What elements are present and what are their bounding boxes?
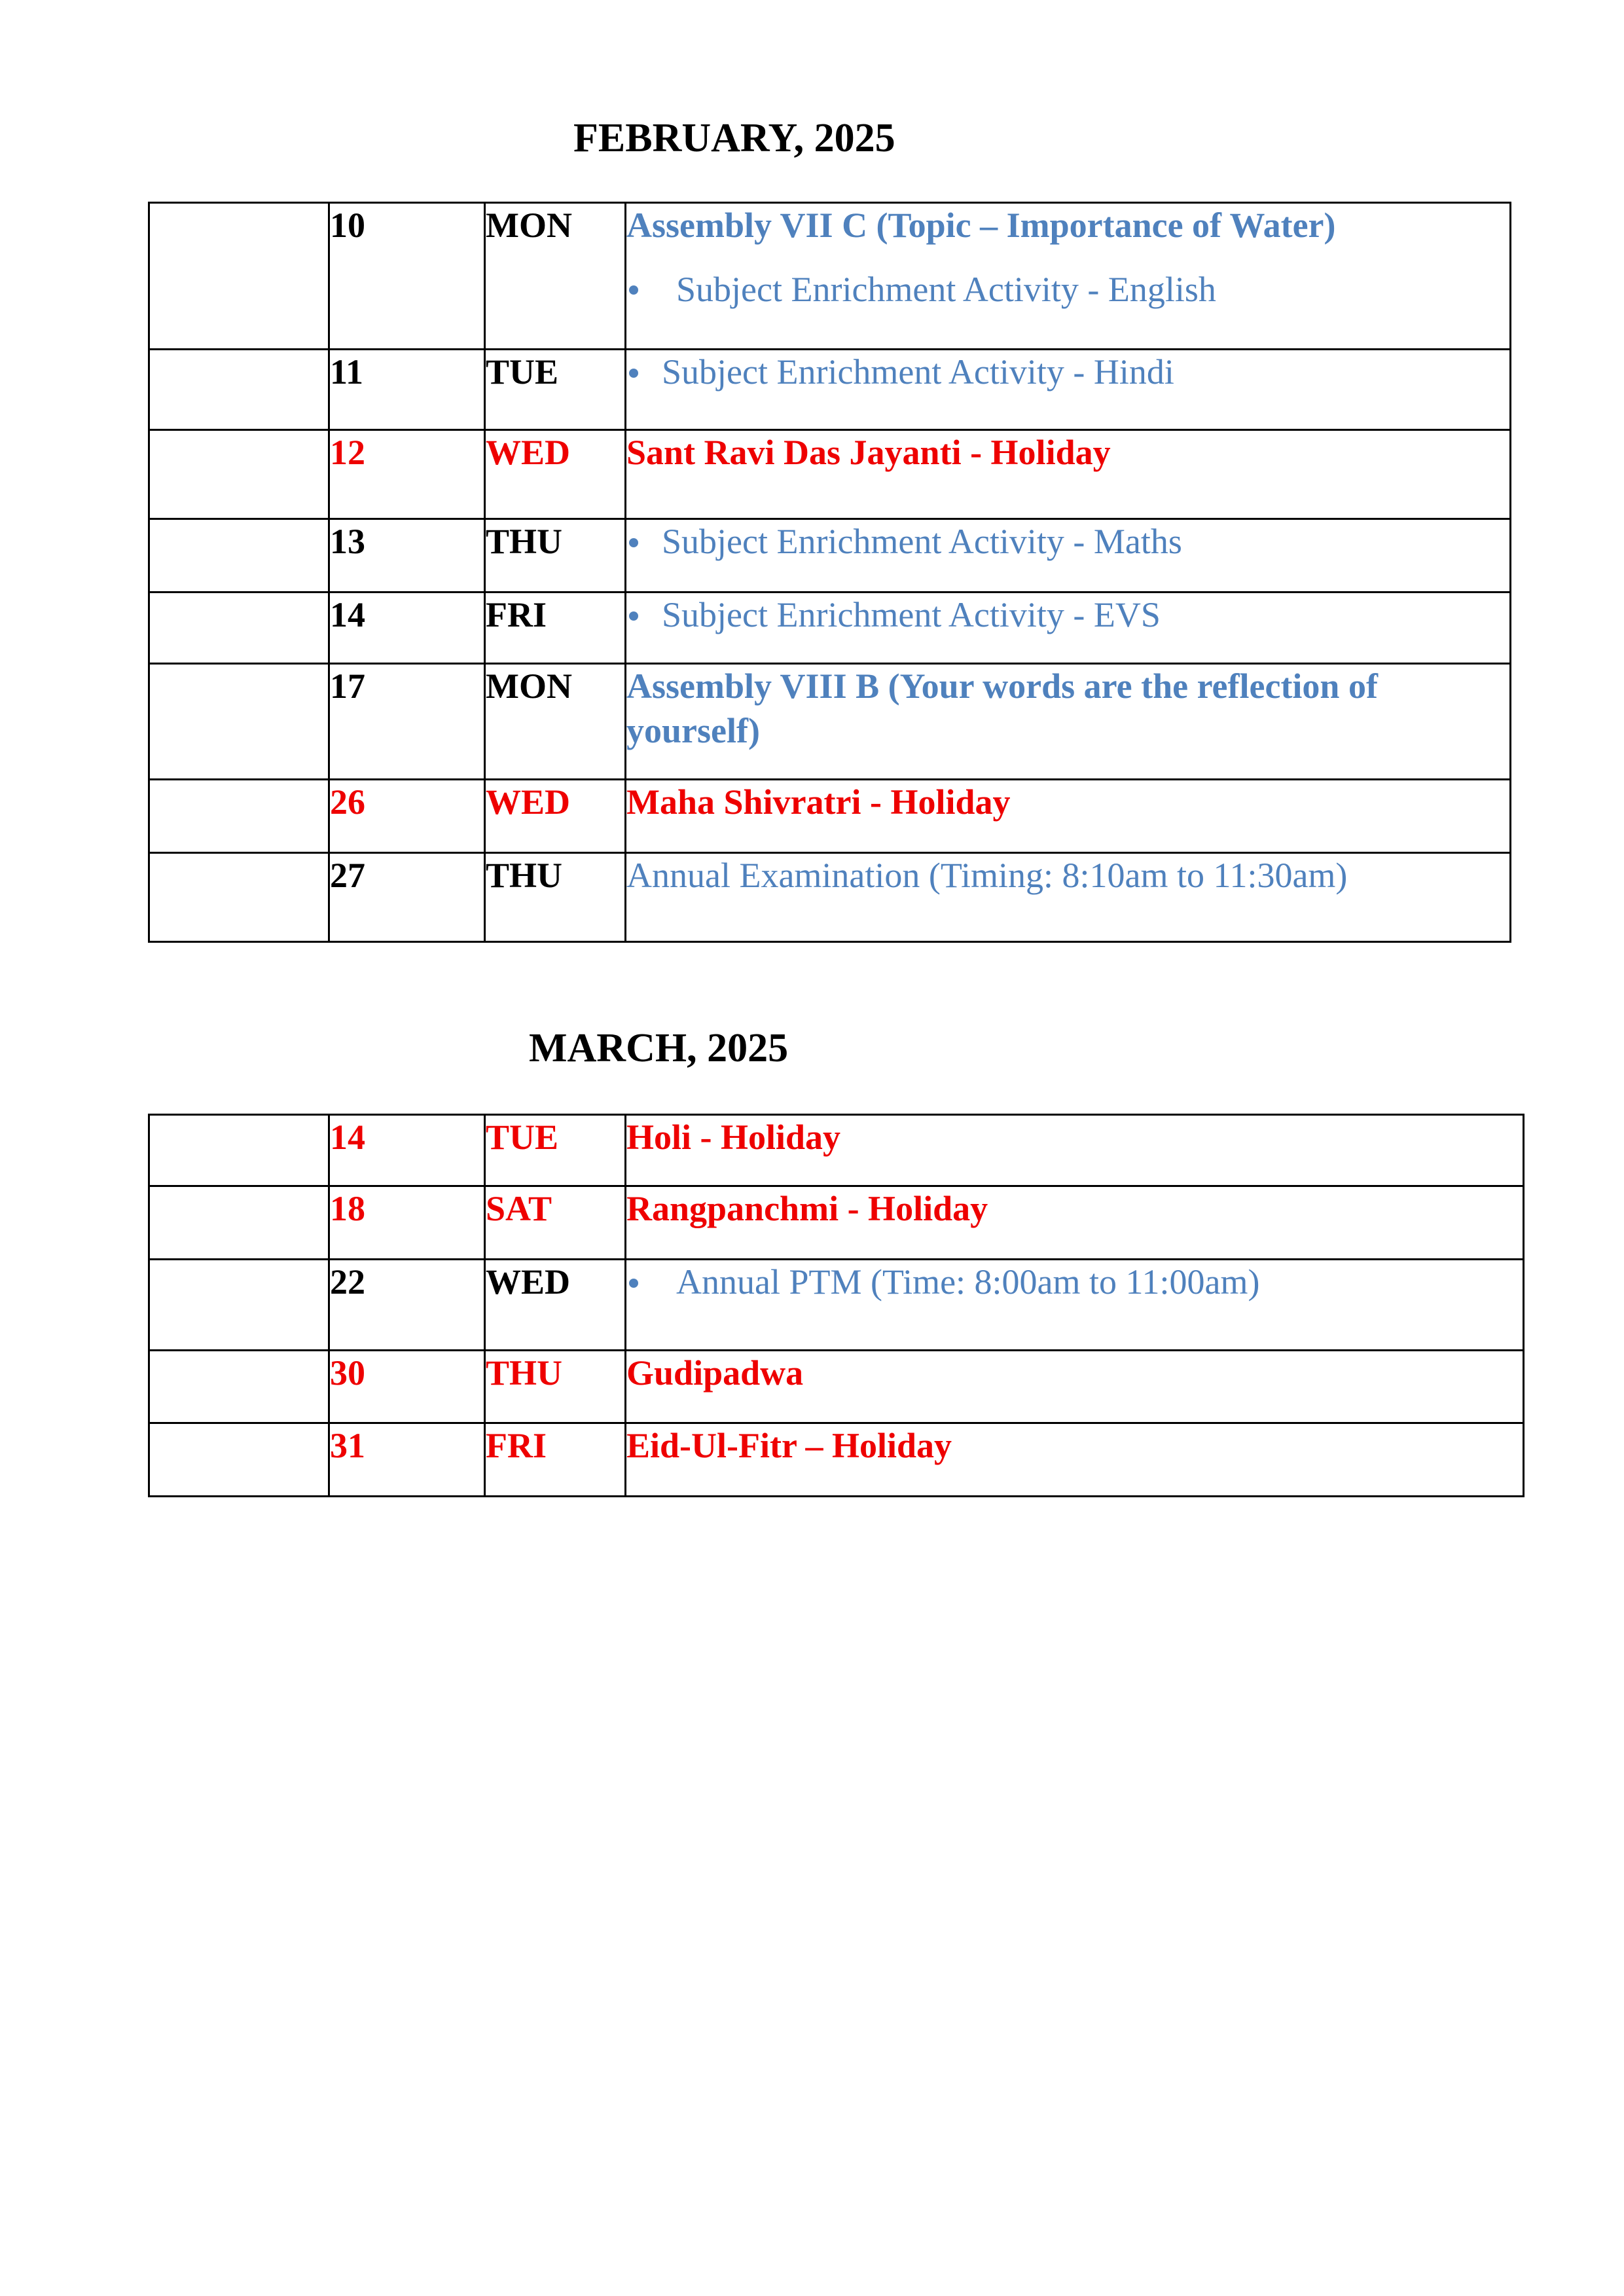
event-text: Annual Examination (Timing: 8:10am to 11:30am) bbox=[626, 856, 1348, 895]
event-cell bbox=[626, 664, 1511, 780]
date-cell: 12 bbox=[329, 430, 485, 519]
event-text: Subject Enrichment Activity - English bbox=[676, 269, 1216, 309]
event-cell bbox=[626, 1423, 1524, 1497]
february-title: FEBRUARY, 2025 bbox=[573, 116, 895, 160]
table-row bbox=[149, 1423, 1524, 1497]
event-text: Subject Enrichment Activity - Maths bbox=[662, 522, 1182, 561]
table-row bbox=[149, 519, 1511, 592]
day-cell: FRI bbox=[485, 592, 626, 664]
date-cell: 13 bbox=[329, 519, 485, 592]
date-cell: 10 bbox=[329, 203, 485, 350]
date-cell: 31 bbox=[329, 1423, 485, 1497]
day-cell: THU bbox=[485, 1351, 626, 1423]
date-cell: 18 bbox=[329, 1186, 485, 1260]
blank-cell bbox=[149, 519, 329, 592]
table-row bbox=[149, 592, 1511, 664]
bullet-icon bbox=[629, 1279, 638, 1288]
day-cell: WED bbox=[485, 1260, 626, 1351]
day-cell: WED bbox=[485, 780, 626, 853]
march-calendar-table bbox=[148, 1114, 1525, 1497]
event-cell bbox=[626, 203, 1511, 350]
bullet-icon bbox=[629, 285, 638, 295]
blank-cell bbox=[149, 853, 329, 942]
day-cell: THU bbox=[485, 519, 626, 592]
event-cell bbox=[626, 519, 1511, 592]
event-text: Assembly VII C (Topic – Importance of Water) bbox=[626, 206, 1336, 245]
event-text: Subject Enrichment Activity - EVS bbox=[662, 595, 1161, 634]
day-cell: TUE bbox=[485, 350, 626, 430]
blank-cell bbox=[149, 1186, 329, 1260]
event-cell bbox=[626, 853, 1511, 942]
blank-cell bbox=[149, 1351, 329, 1423]
bullet-icon bbox=[629, 369, 638, 378]
event-text: Gudipadwa bbox=[626, 1353, 804, 1393]
event-line bbox=[626, 1424, 1523, 1468]
event-cell bbox=[626, 1186, 1524, 1260]
table-row bbox=[149, 1115, 1524, 1186]
table-row bbox=[149, 1260, 1524, 1351]
event-line bbox=[626, 1260, 1523, 1305]
table-row bbox=[149, 664, 1511, 780]
event-text: Sant Ravi Das Jayanti - Holiday bbox=[626, 433, 1111, 472]
blank-cell bbox=[149, 1260, 329, 1351]
event-line bbox=[626, 665, 1509, 753]
blank-cell bbox=[149, 430, 329, 519]
blank-cell bbox=[149, 592, 329, 664]
date-cell: 14 bbox=[329, 1115, 485, 1186]
blank-cell bbox=[149, 1115, 329, 1186]
march-title: MARCH, 2025 bbox=[529, 1026, 789, 1070]
blank-cell bbox=[149, 780, 329, 853]
blank-cell bbox=[149, 1423, 329, 1497]
event-line bbox=[626, 593, 1509, 638]
bullet-icon bbox=[629, 538, 638, 547]
event-text: Rangpanchmi - Holiday bbox=[626, 1189, 988, 1228]
event-text: Eid-Ul-Fitr – Holiday bbox=[626, 1426, 952, 1465]
day-cell: MON bbox=[485, 664, 626, 780]
table-row bbox=[149, 1351, 1524, 1423]
event-line bbox=[626, 1116, 1523, 1160]
event-line bbox=[626, 1187, 1523, 1231]
event-cell bbox=[626, 592, 1511, 664]
event-line bbox=[626, 431, 1509, 475]
bullet-icon bbox=[629, 611, 638, 621]
date-cell: 27 bbox=[329, 853, 485, 942]
day-cell: WED bbox=[485, 430, 626, 519]
date-cell: 30 bbox=[329, 1351, 485, 1423]
event-line bbox=[626, 854, 1509, 898]
event-cell bbox=[626, 1351, 1524, 1423]
day-cell: THU bbox=[485, 853, 626, 942]
event-text: Subject Enrichment Activity - Hindi bbox=[662, 352, 1174, 392]
table-row bbox=[149, 430, 1511, 519]
event-cell bbox=[626, 430, 1511, 519]
event-line bbox=[626, 780, 1509, 825]
blank-cell bbox=[149, 203, 329, 350]
table-row bbox=[149, 780, 1511, 853]
event-line bbox=[626, 1351, 1523, 1396]
event-line bbox=[626, 268, 1509, 312]
event-cell bbox=[626, 350, 1511, 430]
event-line bbox=[626, 204, 1509, 248]
event-line bbox=[626, 520, 1509, 564]
day-cell: MON bbox=[485, 203, 626, 350]
day-cell: SAT bbox=[485, 1186, 626, 1260]
event-cell bbox=[626, 1260, 1524, 1351]
event-cell bbox=[626, 1115, 1524, 1186]
event-line bbox=[626, 350, 1509, 395]
february-calendar-table bbox=[148, 202, 1511, 943]
date-cell: 14 bbox=[329, 592, 485, 664]
event-cell bbox=[626, 780, 1511, 853]
date-cell: 22 bbox=[329, 1260, 485, 1351]
date-cell: 17 bbox=[329, 664, 485, 780]
blank-cell bbox=[149, 350, 329, 430]
table-row bbox=[149, 350, 1511, 430]
table-row bbox=[149, 1186, 1524, 1260]
date-cell: 11 bbox=[329, 350, 485, 430]
event-text: Assembly VIII B (Your words are the reflection of yourself) bbox=[626, 666, 1378, 750]
table-row bbox=[149, 853, 1511, 942]
day-cell: TUE bbox=[485, 1115, 626, 1186]
blank-cell bbox=[149, 664, 329, 780]
event-text: Holi - Holiday bbox=[626, 1118, 841, 1157]
table-row bbox=[149, 203, 1511, 350]
event-text: Maha Shivratri - Holiday bbox=[626, 782, 1011, 822]
date-cell: 26 bbox=[329, 780, 485, 853]
event-text: Annual PTM (Time: 8:00am to 11:00am) bbox=[676, 1262, 1260, 1302]
day-cell: FRI bbox=[485, 1423, 626, 1497]
